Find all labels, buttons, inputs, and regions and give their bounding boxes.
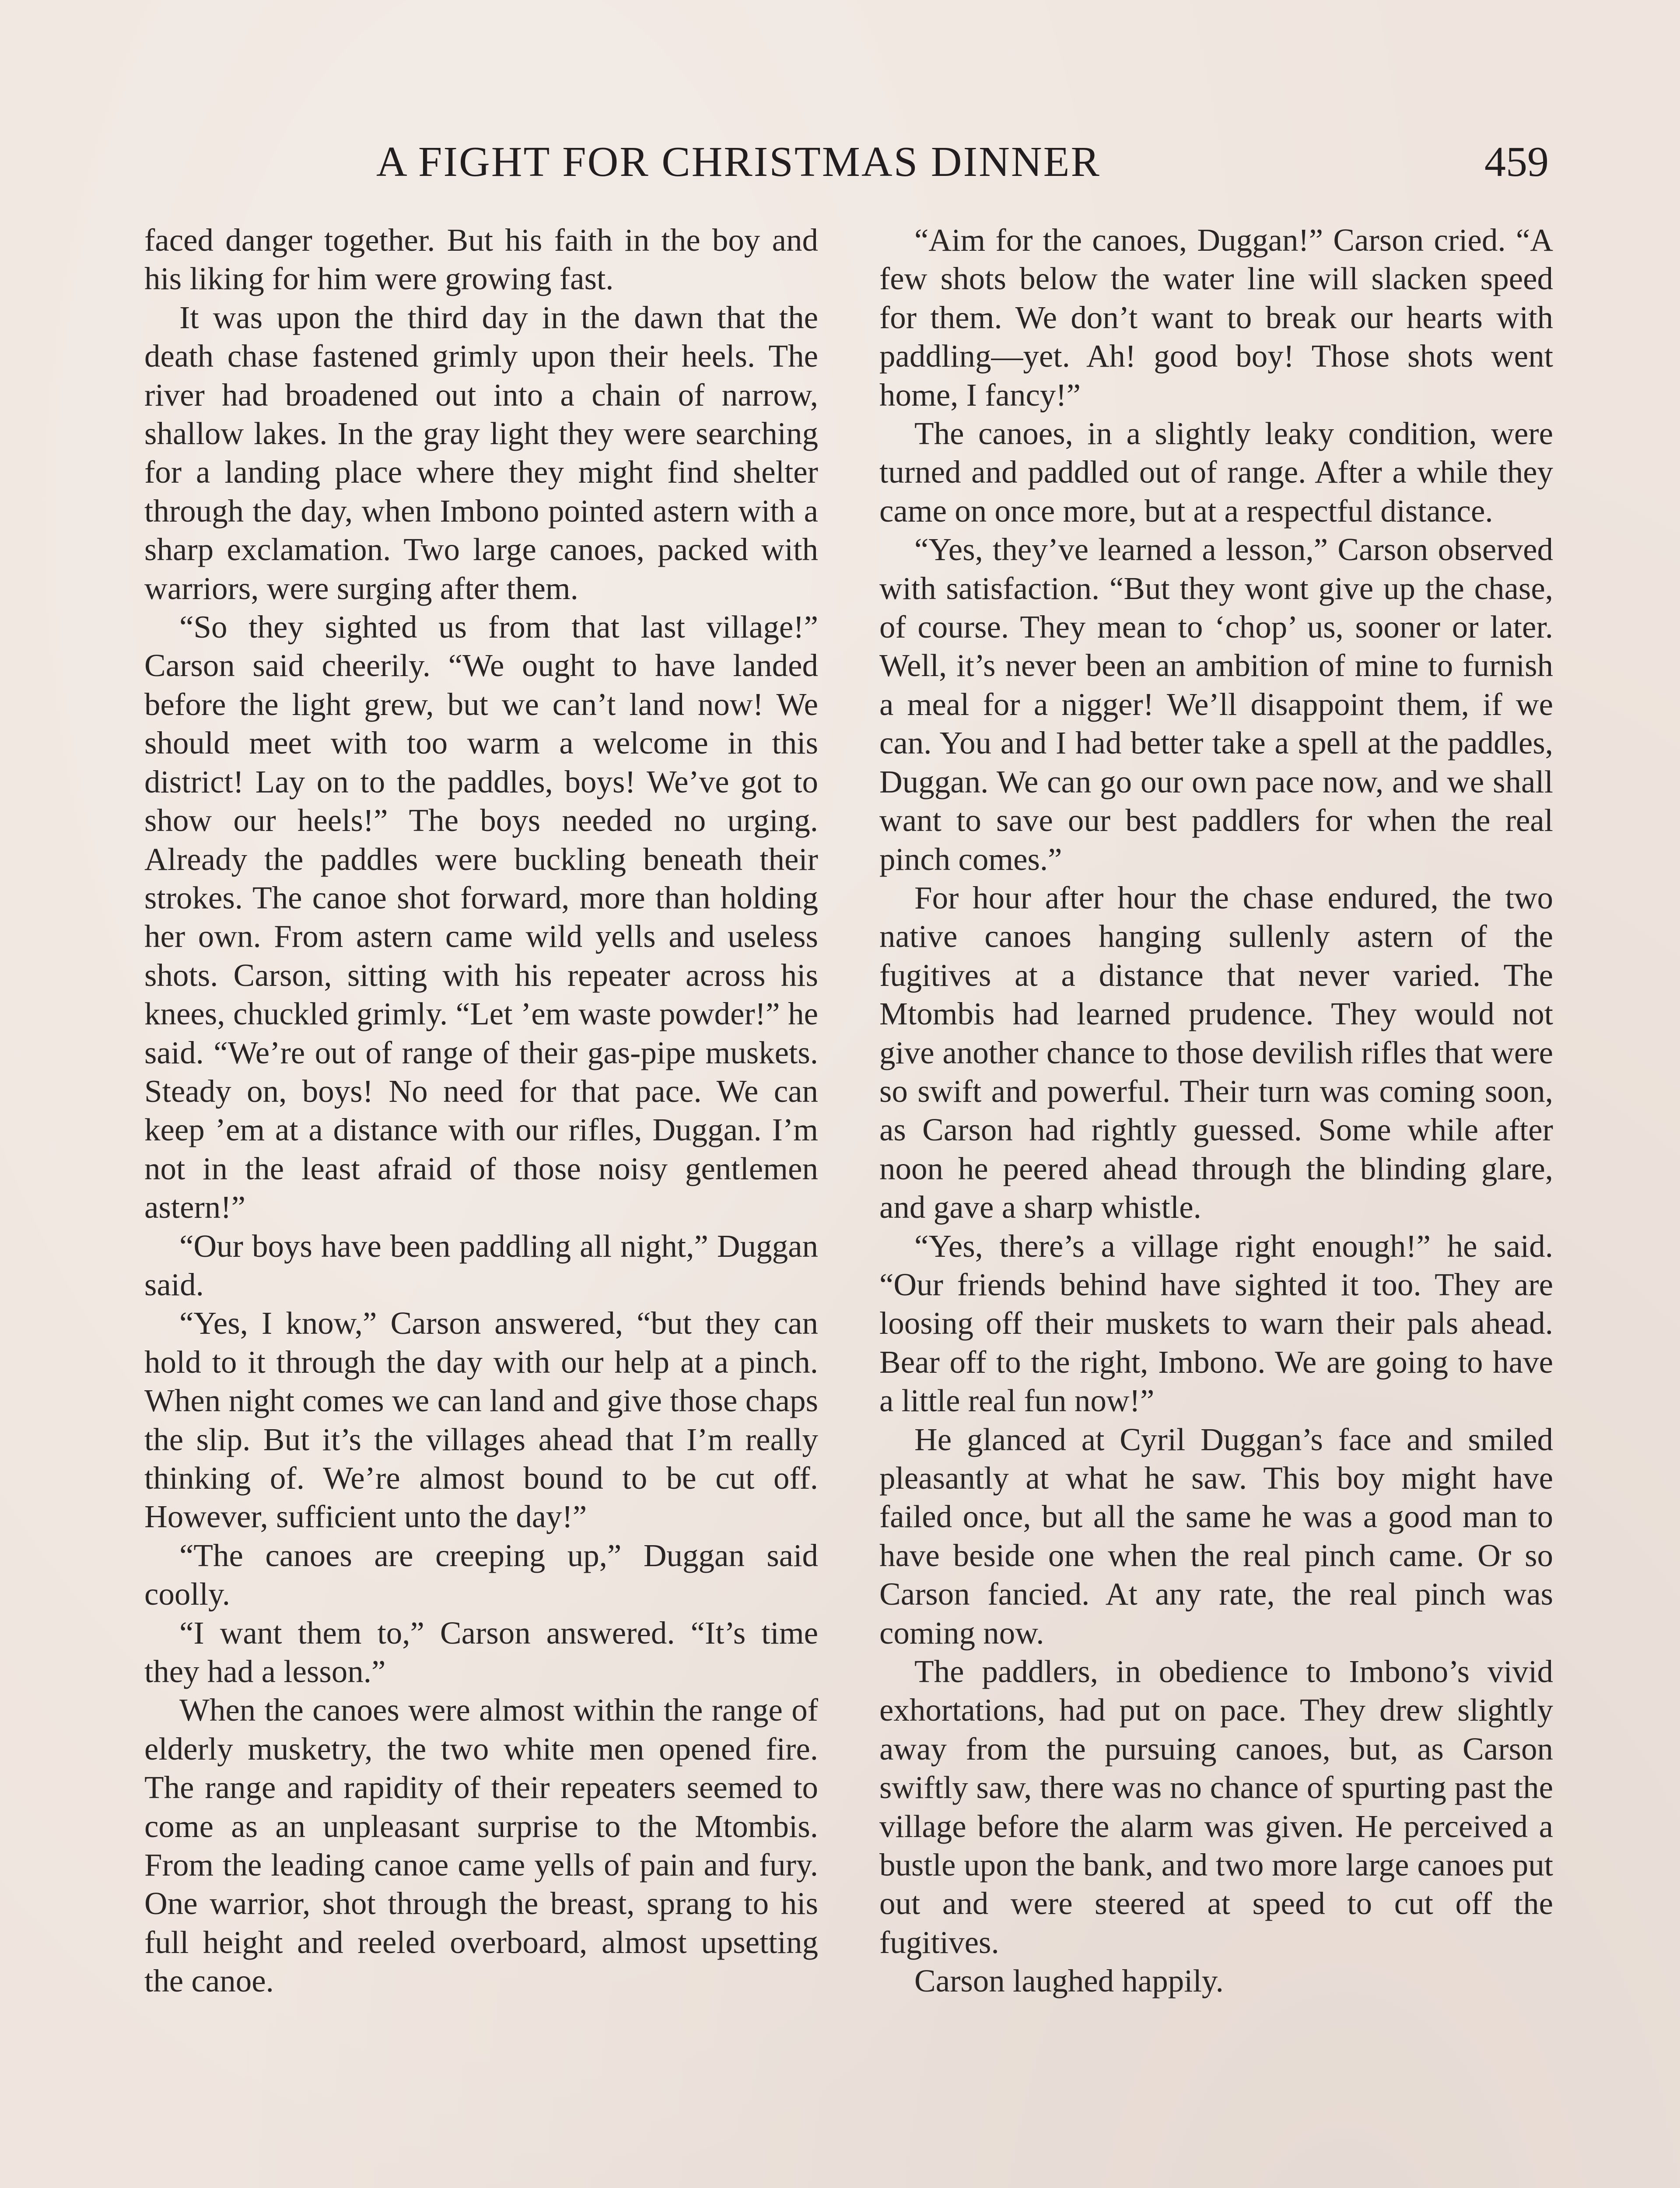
page-header (376, 131, 1549, 193)
paragraph: faced danger together. But his faith in the boy and his liking for him were growing fast. (144, 222, 818, 297)
running-title: A FIGHT FOR CHRISTMAS DINNER (376, 138, 1101, 186)
paragraph: When the canoes were almost within the range of elderly musketry, the two white men opened fire. The range and rapidity of their repeaters seemed to come as an unpleasant surprise to the Mtombis. From the leading canoe came yells of pain and fury. One warrior, shot through the breast, sprang to his full height and reeled overboard, almost upsetting the canoe. (144, 1692, 818, 1999)
paragraph: For hour after hour the chase endured, the two native canoes hanging sullenly astern of the fugitives at a distance that never varied. The Mtombis had learned prudence. They would not give another chance to those devilish rifles that were so swift and powerful. Their turn was coming soon, as Carson had rightly guessed. Some while after noon he peered ahead through the blinding glare, and gave a sharp whistle. (879, 880, 1553, 1225)
left-column (144, 221, 818, 2188)
paragraph: He glanced at Cyril Duggan’s face and smiled pleasantly at what he saw. This boy might have failed once, but all the same he was a good man to have beside one when the real pinch came. Or so Carson fancied. At any rate, the real pinch was coming now. (879, 1421, 1553, 1651)
page-number: 459 (1484, 138, 1549, 186)
paragraph: Carson laughed happily. (914, 1963, 1224, 1999)
paragraph: It was upon the third day in the dawn that the death chase fastened grimly upon their heels. The river had broadened out into a chain of narrow, shallow lakes. In the gray light they were searching for a landing place where they might find shelter through the day, when Imbono pointed astern with a sharp exclamation. Two large canoes, packed with warriors, were surging after them. (144, 299, 818, 606)
paragraph: “So they sighted us from that last village!” Carson said cheerily. “We ought to have landed before the light grew, but we can’t land now! We should meet with too warm a welcome in this district! Lay on to the paddles, boys! We’ve got to show our heels!” The boys needed no urging. Already the paddles were buckling beneath their strokes. The canoe shot forward, more than holding her own. From astern came wild yells and useless shots. Carson, sitting with his repeater across his knees, chuckled grimly. “Let ’em waste powder!” he said. “We’re out of range of their gas-pipe muskets. Steady on, boys! No need for that pace. We can keep ’em at a distance with our rifles, Duggan. I’m not in the least afraid of those noisy gentlemen astern!” (144, 609, 818, 1225)
paragraph: “Yes, they’ve learned a lesson,” Carson observed with satisfaction. “But they wont give up the chase, of course. They mean to ‘chop’ us, sooner or later. Well, it’s never been an ambition of mine to furnish a meal for a nigger! We’ll disappoint them, if we can. You and I had better take a spell at the paddles, Duggan. We can go our own pace now, and we shall want to save our best paddlers for when the real pinch comes.” (879, 532, 1553, 877)
paragraph: The canoes, in a slightly leaky condition, were turned and paddled out of range. After a while they came on once more, but at a respectful distance. (879, 416, 1553, 529)
paragraph: “Our boys have been paddling all night,” Duggan said. (144, 1228, 818, 1302)
paragraph: “Yes, I know,” Carson answered, “but they can hold to it through the day with our help at a pinch. When night comes we can land and give those chaps the slip. But it’s the villages ahead that I’m really thinking of. We’re almost bound to be cut off. However, sufficient unto the day!” (144, 1305, 818, 1535)
right-column (879, 221, 1553, 2188)
text-columns (144, 221, 1553, 2188)
paragraph: “Yes, there’s a village right enough!” he said. “Our friends behind have sighted it too. They are loosing off their muskets to warn their pals ahead. Bear off to the right, Imbono. We are going to have a little real fun now!” (879, 1228, 1553, 1419)
paragraph: “Aim for the canoes, Duggan!” Carson cried. “A few shots below the water line will slacken speed for them. We don’t want to break our hearts with paddling—yet. Ah! good boy! Those shots went home, I fancy!” (879, 222, 1553, 413)
paragraph: “The canoes are creeping up,” Duggan said coolly. (144, 1537, 818, 1612)
paragraph: “I want them to,” Carson answered. “It’s time they had a lesson.” (144, 1615, 818, 1690)
paragraph: The paddlers, in obedience to Imbono’s vivid exhortations, had put on pace. They drew slightly away from the pursuing canoes, but, as Carson swiftly saw, there was no chance of spurting past the village before the alarm was given. He perceived a bustle upon the bank, and two more large canoes put out and were steered at speed to cut off the fugitives. (879, 1654, 1553, 1960)
